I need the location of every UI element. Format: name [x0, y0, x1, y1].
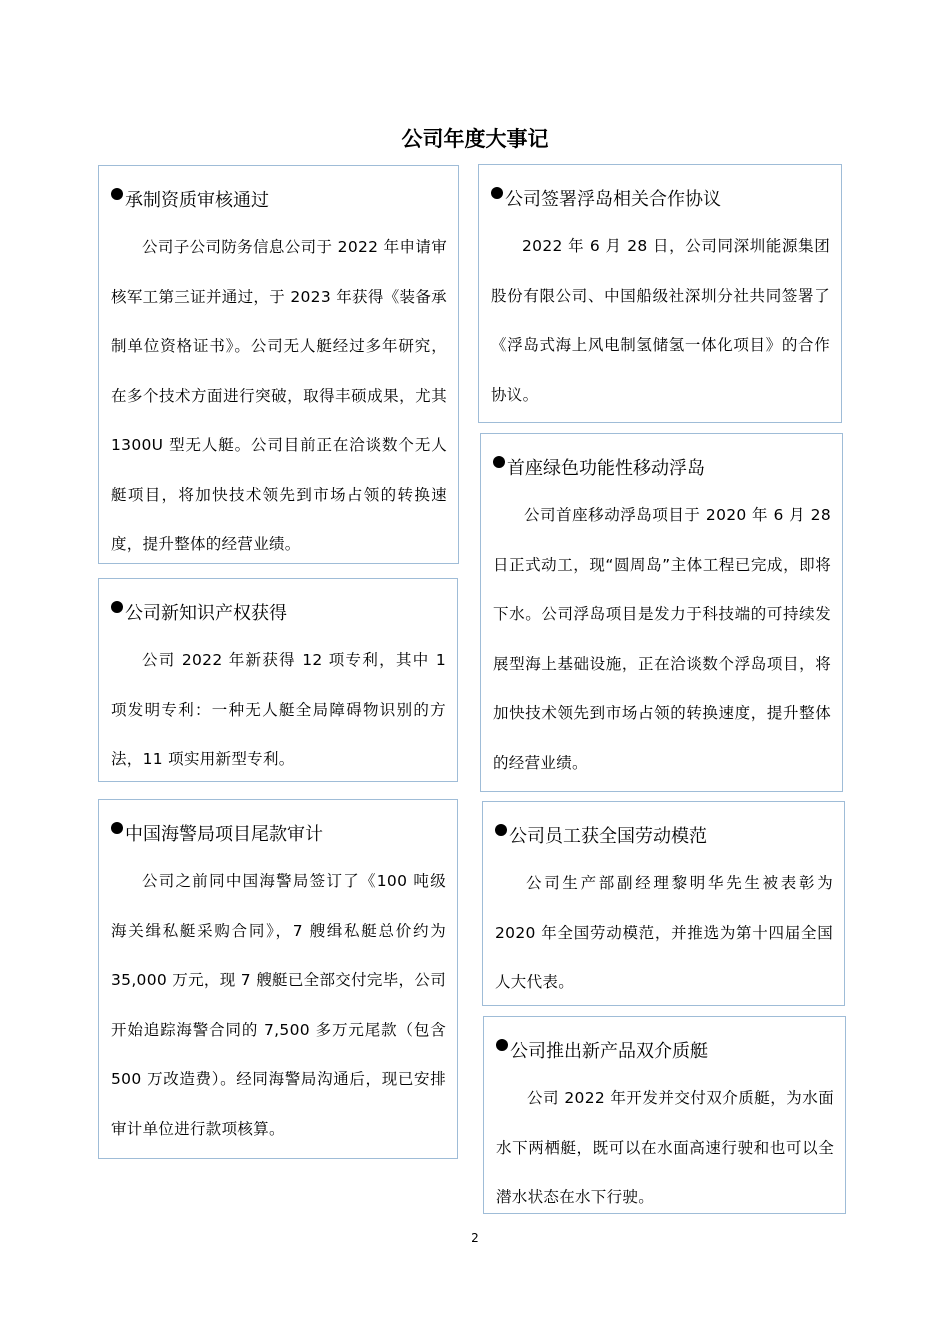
event-body: 公司生产部副经理黎明华先生被表彰为 2020 年全国劳动模范，并推选为第十四届全国人大代表。: [495, 874, 833, 991]
event-title: [496, 1037, 834, 1067]
bullet-icon: [111, 188, 123, 200]
page-title: 公司年度大事记: [401, 127, 549, 151]
event-title-text: 中国海警局项目尾款审计: [125, 824, 323, 845]
event-box-green-floating-island: [480, 433, 843, 792]
event-title-text: 承制资质审核通过: [125, 190, 269, 211]
event-title: [493, 454, 831, 484]
bullet-icon: [491, 187, 503, 199]
event-box-floating-island-agreement: [478, 164, 842, 423]
event-title: [111, 820, 446, 850]
event-title-text: 首座绿色功能性移动浮岛: [507, 458, 705, 479]
event-box-labor-model: [482, 801, 845, 1006]
event-title: [111, 599, 446, 629]
bullet-icon: [493, 456, 505, 468]
event-title: [111, 186, 447, 216]
event-box-coast-guard-audit: [98, 799, 458, 1159]
event-title-text: 公司员工获全国劳动模范: [509, 826, 707, 847]
event-body: 公司子公司防务信息公司于 2022 年申请审核军工第三证并通过，于 2023 年获得《装备承制单位资格证书》。公司无人艇经过多年研究，在多个技术方面进行突破，取得丰硕成果，尤其 1300U 型无人艇。公司目前正在洽谈数个无人艇项目，将加快技术领先到市场占领的转换速度，提升整体的经营业绩。: [111, 238, 447, 553]
event-title: [491, 185, 830, 215]
event-title-text: 公司推出新产品双介质艇: [510, 1041, 708, 1062]
bullet-icon: [111, 601, 123, 613]
event-body: 公司 2022 年新获得 12 项专利，其中 1 项发明专利：一种无人艇全局障碍物识别的方法，11 项实用新型专利。: [111, 651, 446, 768]
bullet-icon: [496, 1039, 508, 1051]
event-body: 公司首座移动浮岛项目于 2020 年 6 月 28 日正式动工，现“圆周岛”主体工程已完成，即将下水。公司浮岛项目是发力于科技端的可持续发展型海上基础设施，正在洽谈数个浮岛项目，将加快技术领先到市场占领的转换速度，提升整体的经营业绩。: [493, 506, 831, 772]
event-title: [495, 822, 833, 852]
event-body: 2022 年 6 月 28 日，公司同深圳能源集团股份有限公司、中国船级社深圳分社共同签署了《浮岛式海上风电制氢储氢一体化项目》的合作协议。: [491, 237, 830, 404]
page-number: 2: [471, 1231, 479, 1245]
bullet-icon: [111, 822, 123, 834]
bullet-icon: [495, 824, 507, 836]
event-title-text: 公司签署浮岛相关合作协议: [505, 189, 721, 210]
event-title-text: 公司新知识产权获得: [125, 603, 287, 624]
event-box-patents: [98, 578, 458, 782]
event-box-certification: [98, 165, 459, 564]
event-body: 公司之前同中国海警局签订了《100 吨级海关缉私艇采购合同》，7 艘缉私艇总价约为 35,000 万元，现 7 艘艇已全部交付完毕，公司开始追踪海警合同的 7,500 多万元尾款（包含 500 万改造费）。经同海警局沟通后，现已安排审计单位进行款项核算。: [111, 872, 446, 1138]
event-body: 公司 2022 年开发并交付双介质艇，为水面水下两栖艇，既可以在水面高速行驶和也可以全潜水状态在水下行驶。: [496, 1089, 834, 1206]
event-box-dual-medium-boat: [483, 1016, 846, 1214]
